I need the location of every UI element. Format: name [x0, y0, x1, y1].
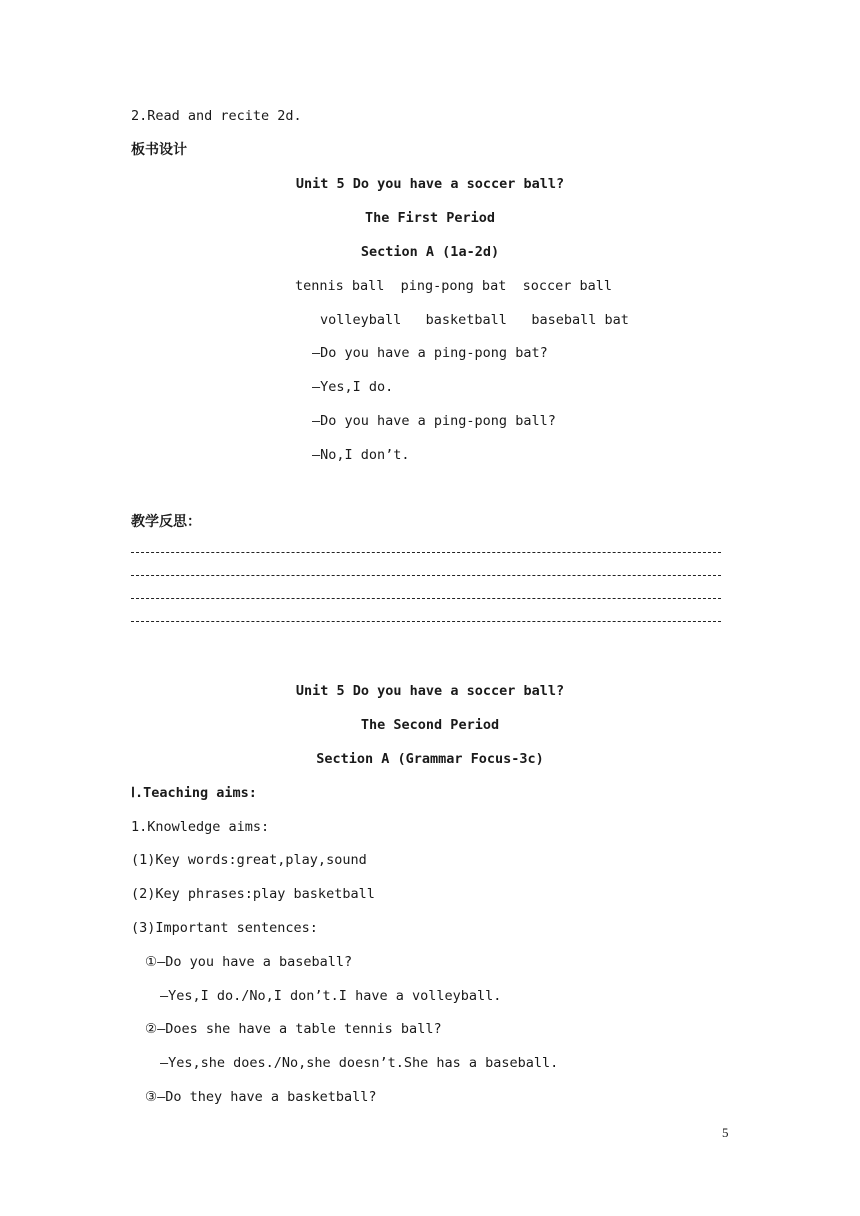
sentence-line: ③—Do they have a basketball? — [145, 1089, 377, 1105]
board-dialog-line: —Do you have a ping-pong bat? — [312, 345, 548, 361]
reflection-line — [131, 621, 721, 622]
board-section: Section A (1a-2d) — [360, 244, 500, 260]
sentence-line: ①—Do you have a baseball? — [145, 954, 353, 970]
lesson2-unit-title: Unit 5 Do you have a soccer ball? — [295, 683, 565, 699]
lesson2-section: Section A (Grammar Focus-3c) — [316, 751, 544, 767]
board-unit-title: Unit 5 Do you have a soccer ball? — [295, 176, 565, 192]
board-dialog-line: —No,I don’t. — [312, 447, 410, 463]
lesson2-period: The Second Period — [360, 717, 500, 733]
key-words: (1)Key words:great,play,sound — [131, 852, 367, 868]
sentence-line: ②—Does she have a table tennis ball? — [145, 1021, 442, 1037]
reflection-line — [131, 552, 721, 553]
reflection-label: 教学反思： — [131, 514, 201, 530]
page-number: 5 — [722, 1125, 729, 1140]
reflection-line — [131, 598, 721, 599]
board-dialog-line: —Yes,I do. — [312, 379, 394, 395]
board-period: The First Period — [364, 210, 496, 226]
knowledge-aims: 1.Knowledge aims: — [131, 819, 270, 835]
sentence-line: —Yes,I do./No,I don’t.I have a volleyball. — [160, 988, 502, 1004]
teaching-aims-heading: Ⅰ.Teaching aims: — [131, 785, 257, 801]
homework-item: 2.Read and recite 2d. — [131, 108, 302, 124]
board-vocab-row2: volleyball basketball baseball bat — [320, 312, 629, 328]
board-dialog-line: —Do you have a ping-pong ball? — [312, 413, 556, 429]
board-vocab-row1: tennis ball ping-pong bat soccer ball — [295, 278, 612, 294]
important-sentences: (3)Important sentences: — [131, 920, 318, 936]
reflection-line — [131, 575, 721, 576]
key-phrases: (2)Key phrases:play basketball — [131, 886, 375, 902]
sentence-line: —Yes,she does./No,she doesn’t.She has a baseball. — [160, 1055, 559, 1071]
board-design-label: 板书设计 — [131, 142, 187, 158]
